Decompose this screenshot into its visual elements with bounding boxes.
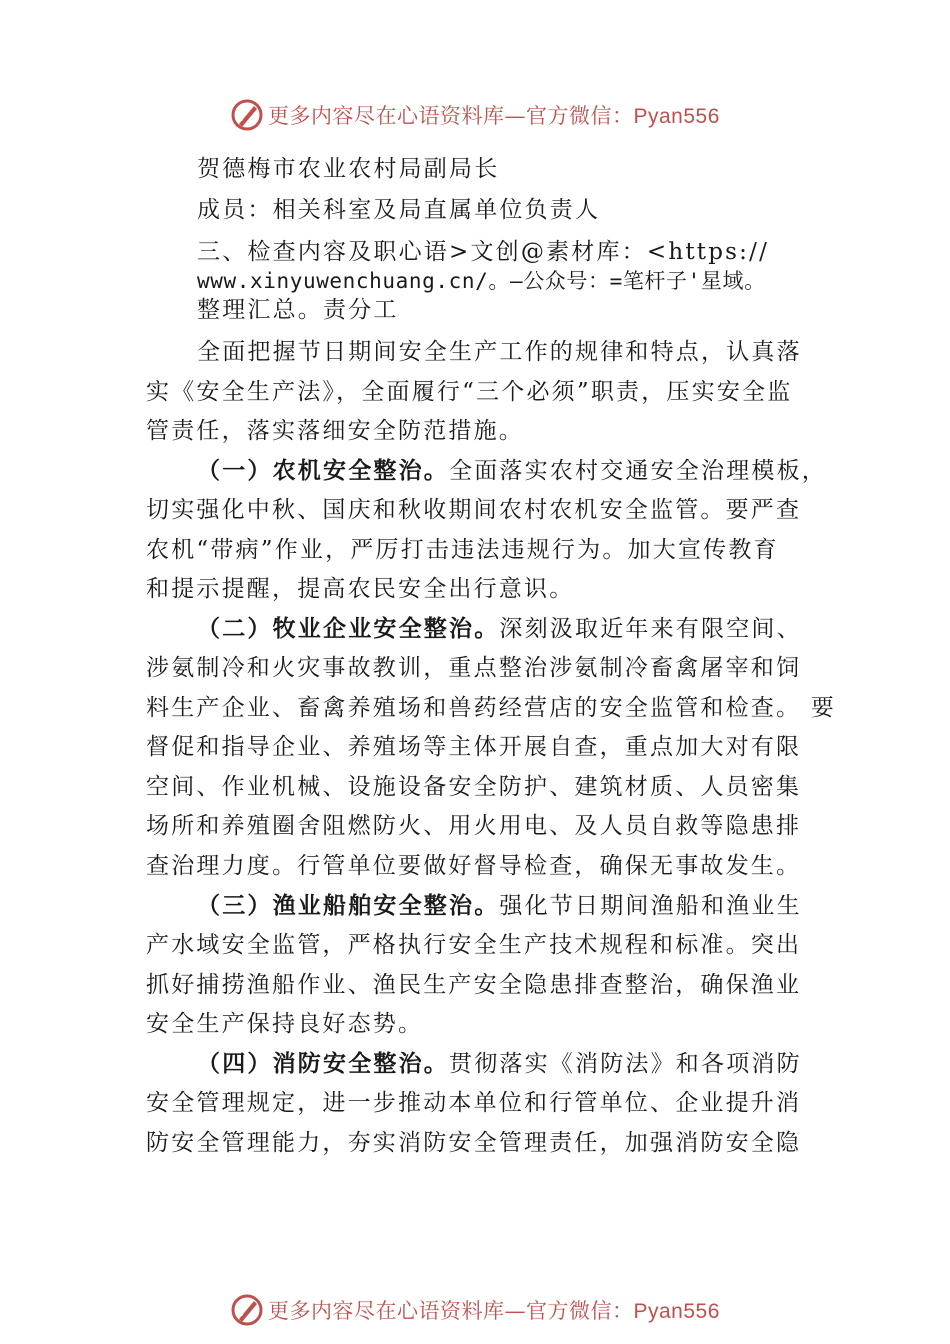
item4-line: 防安全管理能力，夯实消防安全管理责任，加强消防安全隐 — [146, 1130, 802, 1156]
item1-first-line: （一）农机安全整治。全面落实农村交通安全治理模板， — [197, 457, 827, 484]
item4-first-line: （四）消防安全整治。贯彻落实《消防法》和各项消防 — [197, 1050, 802, 1077]
watermark-banner-top — [230, 95, 750, 135]
pen-logo-icon — [230, 1293, 264, 1327]
item1-line: 和提示提醒，提高农民安全出行意识。 — [146, 576, 575, 602]
item2-line: 涉氨制冷和火灾事故教训，重点整治涉氨制冷畜禽屠宰和饲 — [146, 655, 802, 681]
item3-line: 产水域安全监管，严格执行安全生产技术规程和标准。突出 — [146, 932, 802, 958]
item4-line: 安全管理规定，进一步推动本单位和行管单位、企业提升消 — [146, 1090, 802, 1116]
item1-heading: （一）农机安全整治。 — [197, 457, 449, 484]
watermark-text: 更多内容尽在心语资料库—官方微信：Pyan556 — [268, 1299, 720, 1323]
item2-line: 料生产企业、畜禽养殖场和兽药经营店的安全监管和检查。 要 — [146, 695, 836, 721]
item2-line: 空间、作业机械、设施设备安全防护、建筑材质、人员密集 — [146, 774, 802, 800]
item3-line: 安全生产保持良好态势。 — [146, 1011, 424, 1037]
item2-heading: （二）牧业企业安全整治。 — [197, 615, 500, 642]
item2-line: 场所和养殖圈舍阻燃防火、用火用电、及人员自救等隐患排 — [146, 813, 802, 839]
item3-heading: （三）渔业船舶安全整治。 — [197, 892, 500, 919]
members-line: 成员：相关科室及局直属单位负责人 — [197, 197, 601, 223]
item2-line: 督促和指导企业、养殖场等主体开展自查，重点加大对有限 — [146, 734, 802, 760]
item2-line: 查治理力度。行管单位要做好督导检查，确保无事故发生。 — [146, 853, 802, 879]
section3-line3: 整理汇总。责分工 — [197, 297, 399, 323]
item3-line: 抓好捕捞渔船作业、渔民生产安全隐患排查整治，确保渔业 — [146, 972, 802, 998]
item2-first-line: （二）牧业企业安全整治。深刻汲取近年来有限空间、 — [197, 615, 802, 642]
item3-first-line: （三）渔业船舶安全整治。强化节日期间渔船和渔业生 — [197, 892, 802, 919]
watermark-banner-bottom — [230, 1290, 750, 1330]
section3-line2: www.xinyuwenchuang.cn/。—公众号：=笔杆子'星域。 — [197, 269, 766, 293]
item4-heading: （四）消防安全整治。 — [197, 1050, 449, 1077]
item1-line: 农机“带病”作业，严厉打击违法违规行为。加大宣传教育 — [146, 537, 779, 563]
section3-line1: 三、检查内容及职心语>文创@素材库：<https:// — [197, 239, 770, 265]
pen-logo-icon — [230, 98, 264, 132]
watermark-text: 更多内容尽在心语资料库—官方微信：Pyan556 — [268, 104, 720, 128]
intro-line3: 管责任，落实落细安全防范措施。 — [146, 418, 524, 444]
intro-line2: 实《安全生产法》，全面履行“三个必须”职责，压实安全监 — [146, 379, 793, 405]
item1-line: 切实强化中秋、国庆和秋收期间农村农机安全监管。要严查 — [146, 497, 802, 523]
intro-line1: 全面把握节日期间安全生产工作的规律和特点，认真落 — [197, 339, 802, 365]
leader-line: 贺德梅市农业农村局副局长 — [197, 156, 500, 182]
